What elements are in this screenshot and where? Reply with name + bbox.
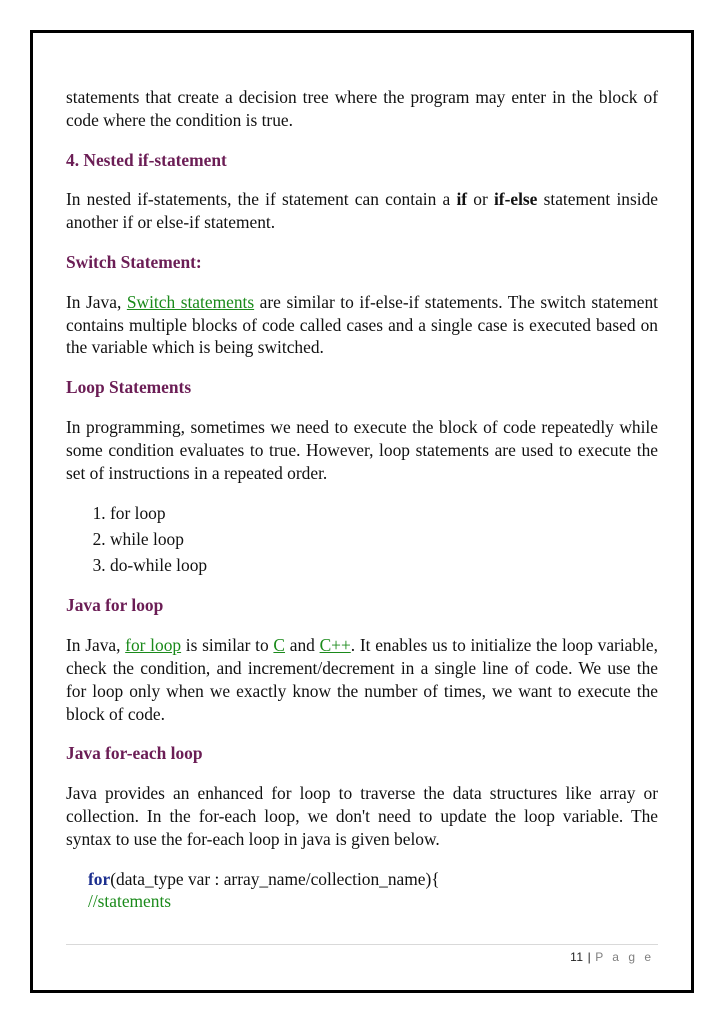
java-for-loop-heading: Java for loop [66,595,164,616]
switch-heading: Switch Statement: [66,251,202,272]
java-for-loop-paragraph: In Java, for loop is similar to C and C++. It enables us to initialize the loop variable, check the condition, and increment/decrement in a single line of code. We use the for loop only when we exactly know the number of times, we want to execute the block of code. [66,635,658,724]
nested-if-paragraph: In nested if-statements, the if statement can contain a if or if-else statement inside another if or else-if statement. [66,189,658,233]
for-loop-link[interactable]: for loop [125,635,182,656]
intro-paragraph: statements that create a decision tree where the program may enter in the block of code where the condition is true. [66,87,658,130]
java-for-each-paragraph: Java provides an enhanced for loop to traverse the data structures like array or collection. In the for-each loop, we don't need to update the loop variable. The syntax to use the for-each loop in java is given below. [66,783,658,849]
list-item: 2. while loop [110,526,658,552]
list-item: 1. for loop [110,500,658,526]
keyword-if-else: if-else [493,189,538,210]
switch-statements-link[interactable]: Switch statements [126,291,255,312]
page-footer [570,950,654,964]
code-line-2: //statements [88,891,172,912]
code-line-1: for(data_type var : array_name/collection_name){ [88,868,440,889]
c-link[interactable]: C [273,635,286,656]
list-item: 3. do-while loop [110,552,658,578]
keyword-if: if [456,189,468,210]
loop-types-list [66,500,658,578]
footer-separator: | [587,950,592,964]
code-snippet [66,868,658,914]
page-label: P a g e [595,950,654,964]
java-for-each-heading: Java for-each loop [66,743,203,764]
page-number: 11 [570,950,584,964]
loop-statements-heading: Loop Statements [66,377,192,398]
cpp-link[interactable]: C++ [319,635,351,656]
code-keyword-for: for [88,868,111,889]
loop-statements-paragraph: In programming, sometimes we need to execute the block of code repeatedly while some condition evaluates to true. However, loop statements are used to execute the set of instructions in a repeated order. [66,416,658,483]
switch-paragraph: In Java, Switch statements are similar to if-else-if statements. The switch statement contains multiple blocks of code called cases and a single case is executed based on the variable which is being switched. [66,291,658,358]
footer-divider [66,944,658,945]
document-body [66,86,658,913]
nested-if-heading: 4. Nested if-statement [66,149,227,170]
